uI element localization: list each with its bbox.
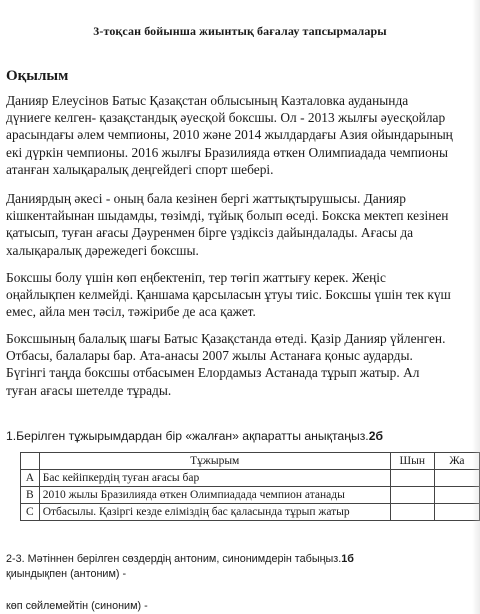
row-letter: B: [21, 487, 40, 504]
paragraph-line: емес, айла мен тәсіл, тәжірибе де аса қажет.: [6, 304, 256, 320]
paragraph-line: Отбасы, балалары бар. Ата-анасы 2007 жылы Астанаға қоныс аударды.: [6, 348, 413, 364]
paragraph-line: Боксшы болу үшін көп еңбектеніп, тер төгіп жаттығу керек. Жеңіс: [6, 270, 386, 285]
table-row: [21, 487, 480, 504]
task-2-text: 2-3. Мәтіннен берілген сөздердің антоним, синонимдерін табыңыз.: [6, 553, 342, 565]
paragraph-line: Даниярдың әкесі - оның бала кезінен бергі жаттықтырушысы. Данияр: [6, 191, 406, 206]
task-2-prompt: [6, 552, 354, 582]
section-heading-reading: Оқылым: [6, 68, 69, 84]
paragraph-2: [6, 190, 480, 259]
page-title: 3-тоқсан бойынша жиынтық бағалау тапсырмалары: [93, 24, 387, 38]
table-header-row: [21, 453, 480, 470]
table-header-false: Жа: [434, 453, 479, 470]
statements-table: [20, 452, 480, 521]
row-statement: Отбасылы. Қазіргі кезде еліміздің бас қаласында тұрып жатыр: [39, 504, 390, 521]
answer-cell-true[interactable]: [390, 504, 434, 521]
task-3-synonym-line: көп сөйлемейтін (синоним) -: [6, 600, 148, 612]
paragraph-line: арасындағы әлем чемпионы, 2010 және 2014 жылдардағы Азия ойындарының: [6, 127, 453, 143]
row-statement: 2010 жылы Бразилияда өткен Олимпиадада чемпион атанады: [39, 487, 390, 504]
paragraph-line: Боксшының балалық шағы Батыс Қазақстанда өтеді. Қазір Данияр үйленген.: [6, 331, 446, 346]
table-row: [21, 504, 480, 521]
task-2-score: 1б: [341, 553, 354, 565]
paragraph-line: Бүгінгі таңда боксшы отбасымен Елордамыз Астанада тұрып жатыр. Ал: [6, 365, 420, 381]
row-letter: C: [21, 504, 40, 521]
paragraph-line: халықаралық дәрежедегі боксшы.: [6, 242, 199, 258]
paragraph-line: екі дүркін чемпионы. 2016 жылғы Бразилияда өткен Олимпиадада чемпионы: [6, 144, 448, 160]
task-2-antonym-line: қиындықпен (антоним) -: [6, 568, 127, 580]
row-statement: Бас кейіпкердің туған ағасы бар: [39, 470, 390, 487]
answer-cell-true[interactable]: [390, 470, 434, 487]
paragraph-4: [6, 330, 480, 399]
table-row: [21, 470, 480, 487]
paragraph-line: атанған халықаралық деңгейдегі спорт шебері.: [6, 161, 274, 177]
table-header-true: Шын: [390, 453, 434, 470]
paragraph-1: [6, 92, 480, 178]
answer-cell-true[interactable]: [390, 487, 434, 504]
paragraph-line: дүниеге келген- қазақстандық әуесқой боксшы. Ол - 2013 жылғы әуесқойлар: [6, 110, 446, 126]
paragraph-line: оңайлықпен келмейді. Қаншама қарсыласын ұтуы тиіс. Боксшы үшін тек күш: [6, 287, 451, 303]
table-header-cell: [21, 453, 40, 470]
page-edge-shadow: [472, 0, 480, 614]
task-1-score: 2б: [368, 429, 383, 443]
task-1-prompt: [6, 429, 383, 443]
task-1-text: 1.Берілген тұжырымдардан бір «жалған» ақпаратты анықтаңыз.: [6, 429, 369, 443]
paragraph-line: Данияр Елеусінов Батыс Қазақстан облысының Казталовка ауданында: [6, 93, 409, 108]
paragraph-3: [6, 269, 480, 321]
table-header-statement: Тұжырым: [39, 453, 390, 470]
paragraph-line: кішкентайынан шыдамды, төзімді, тұйық болып өседі. Бокска мектеп кезінен: [6, 208, 449, 224]
paragraph-line: туған ағасы шетелде тұрады.: [6, 382, 172, 398]
paragraph-line: қатысып, туған ағасы Дәуренмен бірге үздіксіз дайындалады. Ағасы да: [6, 225, 414, 241]
row-letter: A: [21, 470, 40, 487]
